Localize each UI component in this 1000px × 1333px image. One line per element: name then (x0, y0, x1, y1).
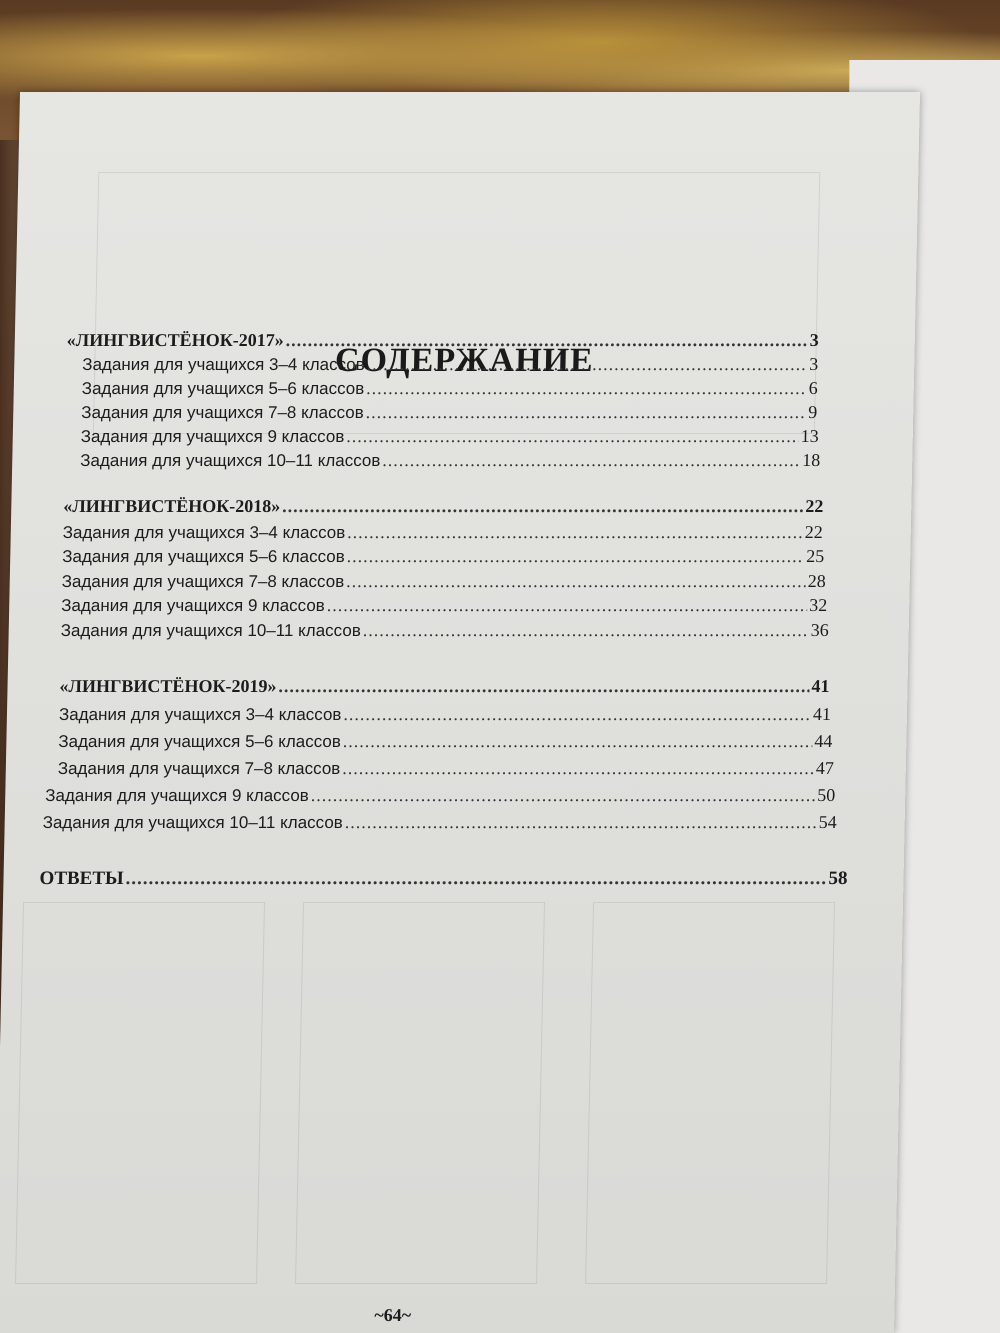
toc-item (81, 402, 817, 423)
toc-item (63, 522, 823, 543)
toc-item (62, 546, 824, 567)
toc-item (61, 620, 829, 641)
toc-page-number: 25 (806, 546, 825, 566)
dot-leader (343, 704, 811, 725)
page-title: СОДЕРЖАНИЕ (334, 342, 595, 379)
dot-leader (382, 450, 800, 471)
toc-page-number: 47 (815, 758, 835, 778)
toc-page-number: 44 (814, 731, 833, 751)
toc-page-number: 6 (808, 378, 819, 398)
dot-leader (286, 330, 809, 351)
toc-item-label: Задания для учащихся 9 классов (45, 786, 310, 805)
toc-item-label: Задания для учащихся 7–8 классов (61, 572, 345, 591)
toc-item (58, 758, 834, 779)
dot-leader (367, 354, 808, 375)
toc-item (45, 785, 835, 806)
toc-section-2018 (63, 496, 823, 517)
toc-page-number: 41 (812, 704, 832, 724)
toc-item-label: Задания для учащихся 9 классов (61, 596, 326, 615)
dot-leader (345, 812, 817, 833)
dot-leader (347, 522, 803, 543)
toc-item-label: Задания для учащихся 7–8 классов (57, 759, 341, 778)
toc-page-number: 50 (817, 785, 836, 805)
toc-section-label: ОТВЕТЫ (39, 868, 124, 889)
toc-section-label: «ЛИНГВИСТЁНОК-2019» (59, 676, 277, 696)
toc-item (82, 354, 818, 375)
toc-page-number: 9 (808, 402, 818, 422)
dot-leader (311, 785, 816, 806)
book-page (0, 92, 920, 1333)
toc-item-label: Задания для учащихся 3–4 классов (58, 705, 342, 724)
dot-leader (363, 620, 809, 641)
toc-page-number: 22 (805, 496, 824, 516)
toc-item-label: Задания для учащихся 5–6 классов (58, 732, 342, 751)
toc-page-number: 32 (809, 595, 828, 615)
toc-answers (39, 868, 847, 890)
toc-item-label: Задания для учащихся 10–11 классов (42, 813, 344, 832)
toc-item (42, 812, 836, 833)
toc-item-label: Задания для учащихся 9 классов (80, 427, 345, 446)
toc-section-label: «ЛИНГВИСТЁНОК-2017» (66, 330, 284, 350)
toc-item-label: Задания для учащихся 10–11 классов (60, 621, 362, 640)
toc-page-number: 3 (809, 354, 819, 374)
toc-item-label: Задания для учащихся 10–11 классов (80, 451, 381, 470)
toc-item (61, 595, 827, 616)
toc-item (81, 426, 819, 447)
toc-page-number: 3 (809, 330, 820, 350)
toc-page-number: 28 (807, 571, 826, 591)
dot-leader (342, 758, 814, 779)
toc-page-number: 41 (811, 676, 830, 696)
toc-item (59, 704, 831, 725)
toc-page-number: 36 (810, 620, 829, 640)
dot-leader (347, 546, 805, 567)
page-number: ~64~ (374, 1305, 412, 1325)
toc-page-number: 18 (802, 450, 821, 470)
dot-leader (125, 868, 826, 890)
table-of-contents (0, 92, 920, 1333)
toc-item-label: Задания для учащихся 5–6 классов (62, 547, 345, 566)
toc-page-number: 13 (800, 426, 820, 446)
toc-item (58, 731, 832, 752)
toc-item-label: Задания для учащихся 3–4 классов (82, 355, 365, 374)
toc-section-label: «ЛИНГВИСТЁНОК-2018» (63, 496, 281, 516)
dot-leader (366, 378, 807, 399)
toc-section-2019 (59, 676, 829, 697)
toc-page-number: 58 (828, 868, 848, 889)
toc-item (82, 378, 818, 399)
dot-leader (346, 571, 806, 592)
toc-item-label: Задания для учащихся 3–4 классов (62, 523, 346, 542)
dot-leader (278, 676, 810, 697)
dot-leader (346, 426, 799, 447)
dot-leader (366, 402, 807, 423)
dot-leader (327, 595, 808, 616)
toc-item (80, 450, 820, 471)
toc-item (62, 571, 826, 592)
toc-item-label: Задания для учащихся 7–8 классов (81, 403, 364, 422)
dot-leader (282, 496, 804, 517)
toc-section-2017 (67, 330, 819, 351)
dot-leader (343, 731, 813, 752)
toc-page-number: 54 (818, 812, 837, 832)
toc-page-number: 22 (804, 522, 823, 542)
toc-item-label: Задания для учащихся 5–6 классов (81, 379, 365, 398)
